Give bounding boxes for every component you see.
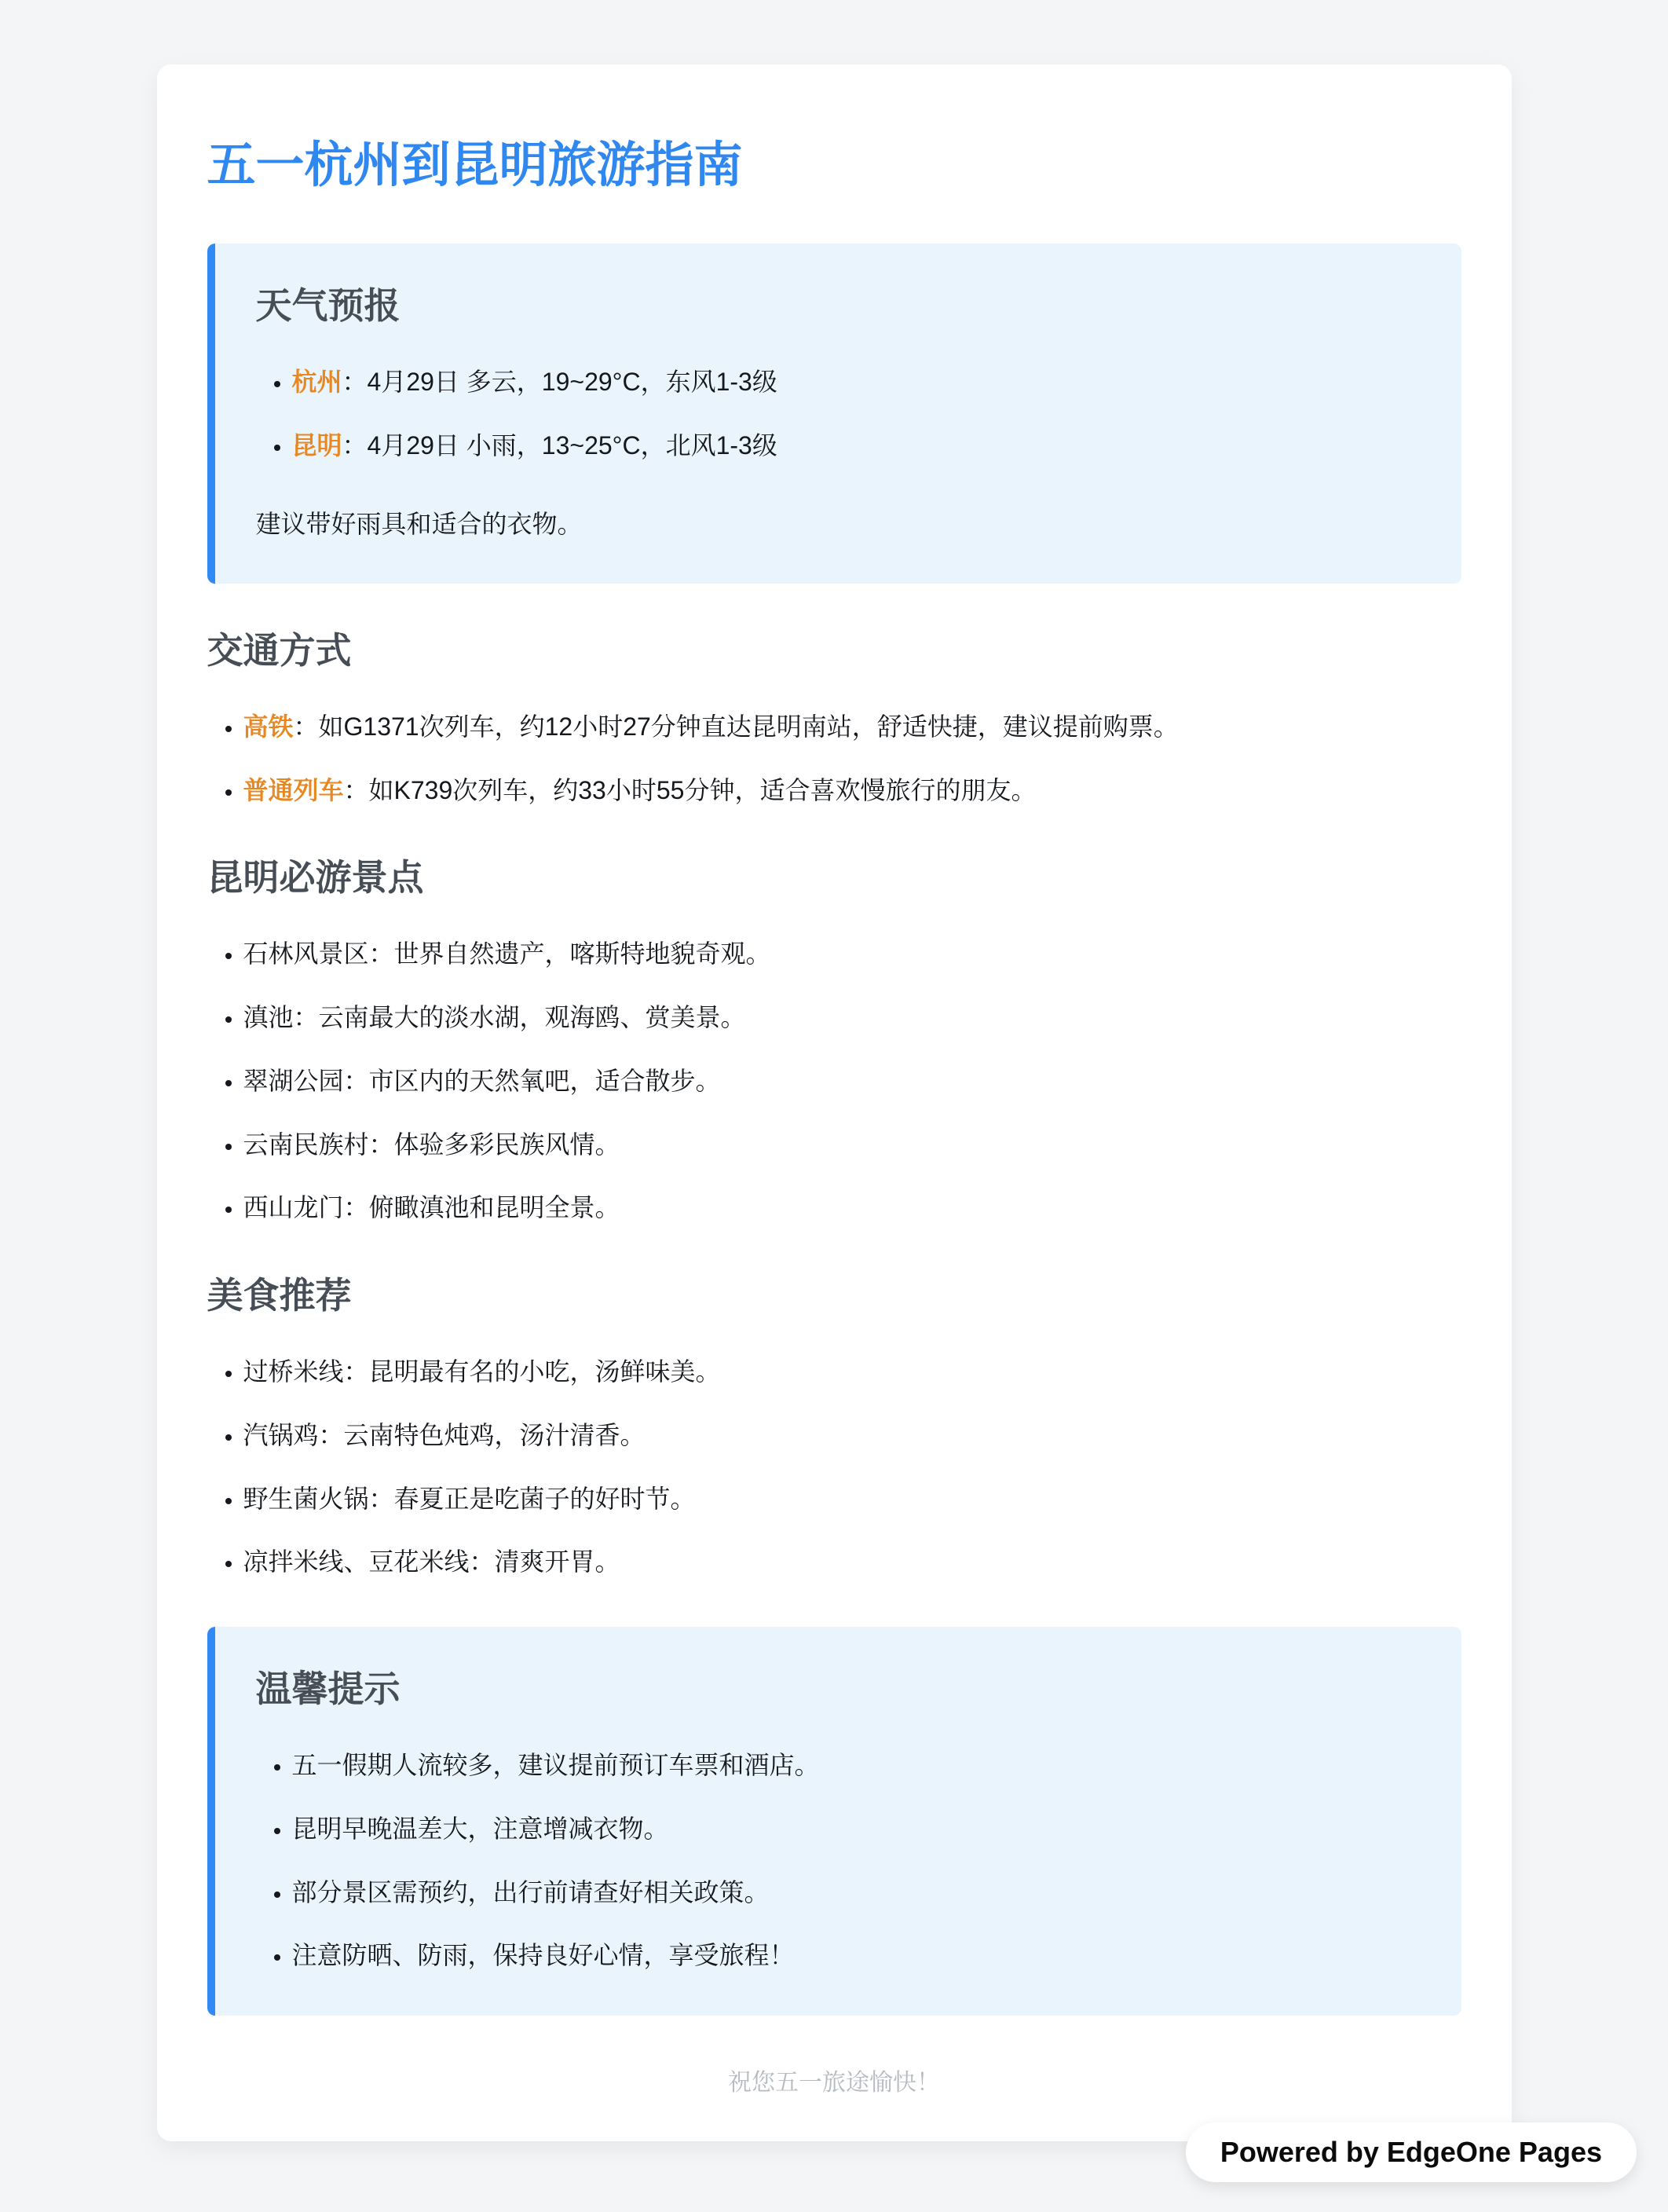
page-title: 五一杭州到昆明旅游指南 [207,138,743,192]
tip-item: • 五一假期人流较多，建议提前预订车票和酒店。 [292,1745,1421,1786]
weather-item-kunming [292,425,1421,467]
tip-item: • 部分景区需预约，出行前请查好相关政策。 [292,1872,1421,1914]
weather-item-hangzhou [292,361,1421,403]
food-item: • 过桥米线：昆明最有名的小吃，汤鲜味美。 [243,1351,1461,1393]
powered-by-badge[interactable]: Powered by EdgeOne Pages [1186,2122,1637,2182]
transport-detail: ：如K739次列车，约33小时55分钟，适合喜欢慢旅行的朋友。 [343,775,1037,804]
food-heading: 美食推荐 [207,1275,352,1317]
attractions-heading: 昆明必游景点 [207,857,424,899]
city-name: 昆明 [291,430,342,460]
attraction-item: • 西山龙门：俯瞰滇池和昆明全景。 [243,1187,1461,1229]
weather-heading: 天气预报 [255,285,401,327]
transport-section [207,628,1461,811]
transport-type: 高铁 [243,712,294,741]
tips-list [256,1745,1421,1976]
food-item: • 汽锅鸡：云南特色炖鸡，汤汁清香。 [243,1415,1461,1456]
food-item: • 野生菌火锅：春夏正是吃菌子的好时节。 [243,1478,1461,1520]
tips-box [207,1627,1461,2016]
transport-detail: ：如G1371次列车，约12小时27分钟直达昆明南站，舒适快捷，建议提前购票。 [293,712,1179,741]
weather-detail: ：4月29日 多云，19~29°C，东风1-3级 [342,368,777,397]
weather-box [207,244,1461,584]
attraction-item: • 石林风景区：世界自然遗产，喀斯特地貌奇观。 [243,933,1461,975]
food-item: • 凉拌米线、豆花米线：清爽开胃。 [243,1541,1461,1583]
city-name: 杭州 [291,368,342,397]
attraction-item: • 翠湖公园：市区内的天然氧吧，适合散步。 [243,1060,1461,1102]
weather-list [256,361,1421,467]
attraction-item: • 滇池：云南最大的淡水湖，观海鸥、赏美景。 [243,997,1461,1038]
weather-note: 建议带好雨具和适合的衣物。 [255,509,583,538]
attraction-item: • 云南民族村：体验多彩民族风情。 [243,1124,1461,1166]
transport-item-regular [243,770,1461,811]
transport-list [207,706,1461,811]
transport-item-highspeed [243,706,1461,748]
attractions-section [207,855,1461,1229]
tip-item: • 昆明早晚温差大，注意增减衣物。 [292,1808,1421,1850]
food-list [207,1351,1461,1583]
weather-detail: ：4月29日 小雨，13~25°C，北风1-3级 [342,430,777,460]
food-section [207,1273,1461,1583]
tip-item: • 注意防晒、防雨，保持良好心情，享受旅程！ [292,1935,1421,1976]
transport-type: 普通列车 [243,775,344,804]
tips-heading: 温馨提示 [255,1668,401,1710]
travel-guide-card [157,64,1512,2141]
footer-text: 祝您五一旅途愉快！ [728,2070,940,2097]
transport-heading: 交通方式 [207,629,352,671]
attractions-list [207,933,1461,1229]
